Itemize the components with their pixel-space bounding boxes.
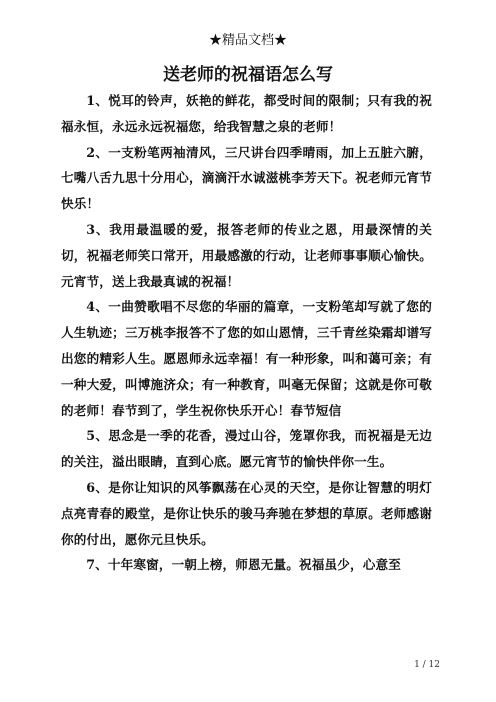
paragraph-5: 5、思念是一季的花香，漫过山谷，笼罩你我，而祝福是无边的关注，溢出眼睛，直到心底。愿元宵节的愉快伴你一生。 (61, 428, 432, 470)
paragraph-6: 6、是你让知识的风筝飘荡在心灵的天空，是你让智慧的明灯点亮青春的殿堂，是你让快乐的骏马奔驰在梦想的草原。老师感谢你的付出，愿你元旦快乐。 (61, 479, 432, 547)
page-number: 1 / 12 (414, 660, 440, 670)
paragraph-3: 3、我用最温暖的爱，报答老师的传业之恩，用最深情的关切，祝福老师笑口常开，用最感激的行动，让老师事事顺心愉快。元宵节，送上我最真诚的祝福！ (61, 221, 432, 289)
document-title: 送老师的祝福语怎么写 (163, 65, 333, 85)
paragraph-4: 4、一曲赞歌唱不尽您的华丽的篇章，一支粉笔却写就了您的人生轨迹；三万桃李报答不了您的如山恩情，三千青丝染霜却谱写出您的精彩人生。愿恩师永远幸福！有一种形象，叫和蔼可亲；有一种大爱，叫博施济众；有一种教育，叫毫无保留；这就是你可敬的老师！春节到了，学生祝你快乐开心！春节短信 (61, 299, 432, 418)
paragraph-2: 2、一支粉笔两袖清风，三尺讲台四季晴雨，加上五脏六腑，七嘴八舌九思十分用心，滴滴汗水诚滋桃李芳天下。祝老师元宵节快乐！ (61, 144, 432, 212)
paragraph-1: 1、悦耳的铃声，妖艳的鲜花，都受时间的限制；只有我的祝福永恒，永远永远祝福您，给我智慧之泉的老师！ (61, 93, 432, 134)
document-body (61, 88, 432, 578)
page-header: ★精品文档★ (208, 33, 287, 48)
paragraph-7: 7、十年寒窗，一朝上榜，师恩无量。祝福虽少，心意至 (86, 557, 401, 573)
